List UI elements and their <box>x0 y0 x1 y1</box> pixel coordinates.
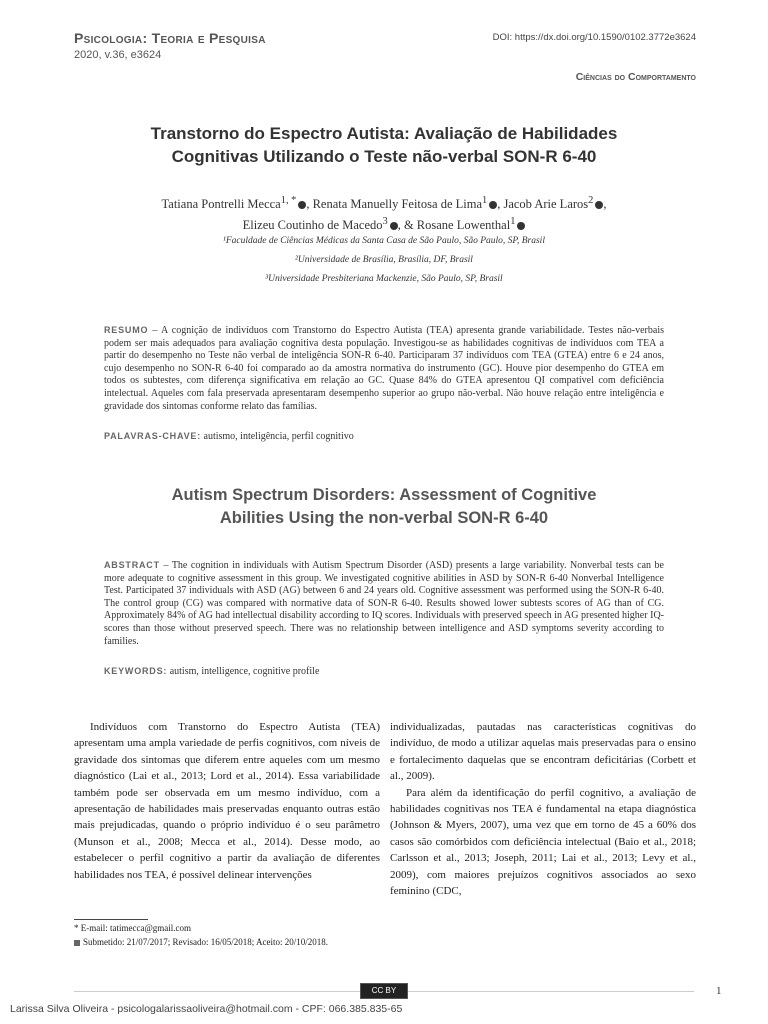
affiliation-3: ³Universidade Presbiteriana Mackenzie, São Paulo, SP, Brasil <box>265 274 503 284</box>
orcid-icon[interactable] <box>390 222 398 230</box>
author-list: Tatiana Pontrelli Mecca$^{1, *}$ , Renata Manuelly Feitosa de Lima$^1$ , Jacob Arie Laros$^2$ , Elizeu Coutinho de Macedo$^3$ , & Rosane Lowenthal$^1$ <box>161 195 607 233</box>
author-name: , Jacob Arie Laros <box>497 197 589 212</box>
author-name: , Renata Manuelly Feitosa de Lima <box>306 197 482 212</box>
english-title-line-1: Autism Spectrum Disorders: Assessment of Cognitive <box>171 486 597 504</box>
journal-volume: 2020, v.36, e3624 <box>74 49 162 61</box>
title-line-1: Transtorno do Espectro Autista: Avaliação de Habilidades <box>150 124 618 143</box>
download-watermark: Larissa Silva Oliveira - psicologalarissaoliveira@hotmail.com - CPF: 066.385.835-65 <box>10 1003 403 1015</box>
keywords-label: KEYWORDS: <box>104 666 168 676</box>
author-name: Tatiana Pontrelli Mecca <box>161 197 281 212</box>
footnote-email: * E-mail: tatimecca@gmail.com <box>74 923 191 933</box>
orcid-icon[interactable] <box>489 201 497 209</box>
cc-license-badge[interactable]: CC BY <box>360 983 408 999</box>
author-affil: 2 <box>588 195 594 206</box>
doi-link[interactable]: DOI: https://dx.doi.org/10.1590/0102.3772e3624 <box>492 32 696 43</box>
affiliation-2: ²Universidade de Brasília, Brasília, DF, Brasil <box>295 255 473 265</box>
resumo <box>104 324 664 413</box>
author-affil: 1, * <box>280 195 297 206</box>
abstract-text: – The cognition in individuals with Autism Spectrum Disorder (ASD) presents a large variability. Nonverbal tests can be more adequate to cognitive assessment in this group. We investigated cognitive abilities in ASD by SON-R 6-40 Nonverbal Intelligence Test. Participated 37 individuals with ASD (AG) between 6 and 24 years old. Cognitive assessment was performed using the SON-R 6-40. The control group (CG) was compared with normative data of SON-R 6-40. Results showed lower subtests scores of AG than of CG. Approximately 84% of AG had intellectual disability according to IQ scores. Individuals with preserved speech in AG presented higher IQ-scores than those without preserved speech. There was no relationship between intelligence and ASD symptoms severity according to families. <box>104 560 664 647</box>
footnote-dates-text: Submetido: 21/07/2017; Revisado: 16/05/2018; Aceito: 20/10/2018. <box>83 937 328 947</box>
body-paragraph: individualizadas, pautadas nas características cognitivas do indivíduo, de modo a utilizar aquelas mais preservadas para o ensino e fortalecimento daquelas que se encontram deficitárias (Corbett et al., 2009). <box>390 721 696 783</box>
abstract <box>104 559 664 648</box>
body-column-right <box>390 719 696 899</box>
body-paragraph: Para além da identificação do perfil cognitivo, a avaliação de habilidades cognitivas nos TEA é fundamental na etapa diagnóstica (Johnson & Myers, 2007), uma vez que em torno de 45 a 60% dos casos são comórbidos com deficiência intelectual (Baio et al., 2018; Carlsson et al., 2013; Joseph, 2011; Lai et al., 2013; Levy et al., 2009), com maiores prejuízos cognitivos associados ao sexo feminino (CDC, <box>390 786 696 898</box>
author-affil: 3 <box>382 216 388 228</box>
palavras-chave-text: autismo, inteligência, perfil cognitivo <box>201 431 354 442</box>
footnote-dates <box>74 937 328 947</box>
body-column-left <box>74 719 380 883</box>
author-name: , & Rosane Lowenthal <box>397 218 511 233</box>
title-line-2: Cognitivas Utilizando o Teste não-verbal SON-R 6-40 <box>171 147 597 166</box>
author-name: Elizeu Coutinho de Macedo <box>242 218 383 233</box>
keywords-text: autism, intelligence, cognitive profile <box>167 666 320 677</box>
orcid-icon[interactable] <box>517 222 525 230</box>
resumo-label: RESUMO <box>104 325 149 335</box>
english-title-line-2: Abilities Using the non-verbal SON-R 6-40 <box>219 509 549 527</box>
page-number: 1 <box>716 985 722 997</box>
resumo-text: – A cognição de indivíduos com Transtorno do Espectro Autista (TEA) apresenta grande variabilidade. Testes não-verbais podem ser mais adequados para avaliação cognitiva desta população. Investigou-se as habilidades cognitivas de indivíduos com TEA a partir do desempenho no Teste não verbal de inteligência SON-R 6-40. Participaram 37 indivíduos com TEA (GTEA) entre 6 e 24 anos, cujo desempenho no SON-R 6-40 foi comparado ao da amostra normativa do instrumento (GC). Houve pior desempenho do GTEA em todos os subtestes, com diferença significativa em relação ao GC. Quase 84% do GTEA apresentou QI compatível com deficiência intelectual. Aqueles com fala preservada apresentaram desempenho superior ao grupo não-verbal. Não houve relação entre inteligência e gravidade dos sintomas conforme relato das famílias. <box>104 325 664 412</box>
article-title <box>74 122 694 168</box>
palavras-chave-label: PALAVRAS-CHAVE: <box>104 431 201 441</box>
body-paragraph: Indivíduos com Transtorno do Espectro Autista (TEA) apresentam uma ampla variedade de perfis cognitivos, com níveis de gravidade dos sintomas que diferem entre aqueles com um mesmo diagnóstico (Lai et al., 2013; Lord et al., 2014). Essa variabilidade também pode ser observada em um mesmo indivíduo, com a apresentação de habilidades mais preservadas enquanto outras estão mais prejudicadas, quando o próprio indivíduo é o seu parâmetro (Munson et al., 2008; Mecca et al., 2014). Desse modo, ao estabelecer o perfil cognitivo a partir da avaliação de diferentes habilidades nos TEA, é possível delinear intervenções <box>74 721 380 881</box>
section-label: Ciências do Comportamento <box>575 71 696 83</box>
bullet-square-icon <box>74 940 80 946</box>
author-affil: 1 <box>482 195 488 206</box>
keywords <box>104 666 664 677</box>
affiliation-1: ¹Faculdade de Ciências Médicas da Santa Casa de São Paulo, São Paulo, SP, Brasil <box>223 236 545 246</box>
abstract-label: ABSTRACT <box>104 560 160 570</box>
journal-name: Psicologia: Teoria e Pesquisa <box>74 30 266 46</box>
author-affil: 1 <box>510 216 516 228</box>
english-title <box>74 484 694 530</box>
orcid-icon[interactable] <box>595 201 603 209</box>
palavras-chave <box>104 431 664 442</box>
footnote-divider <box>74 919 148 920</box>
